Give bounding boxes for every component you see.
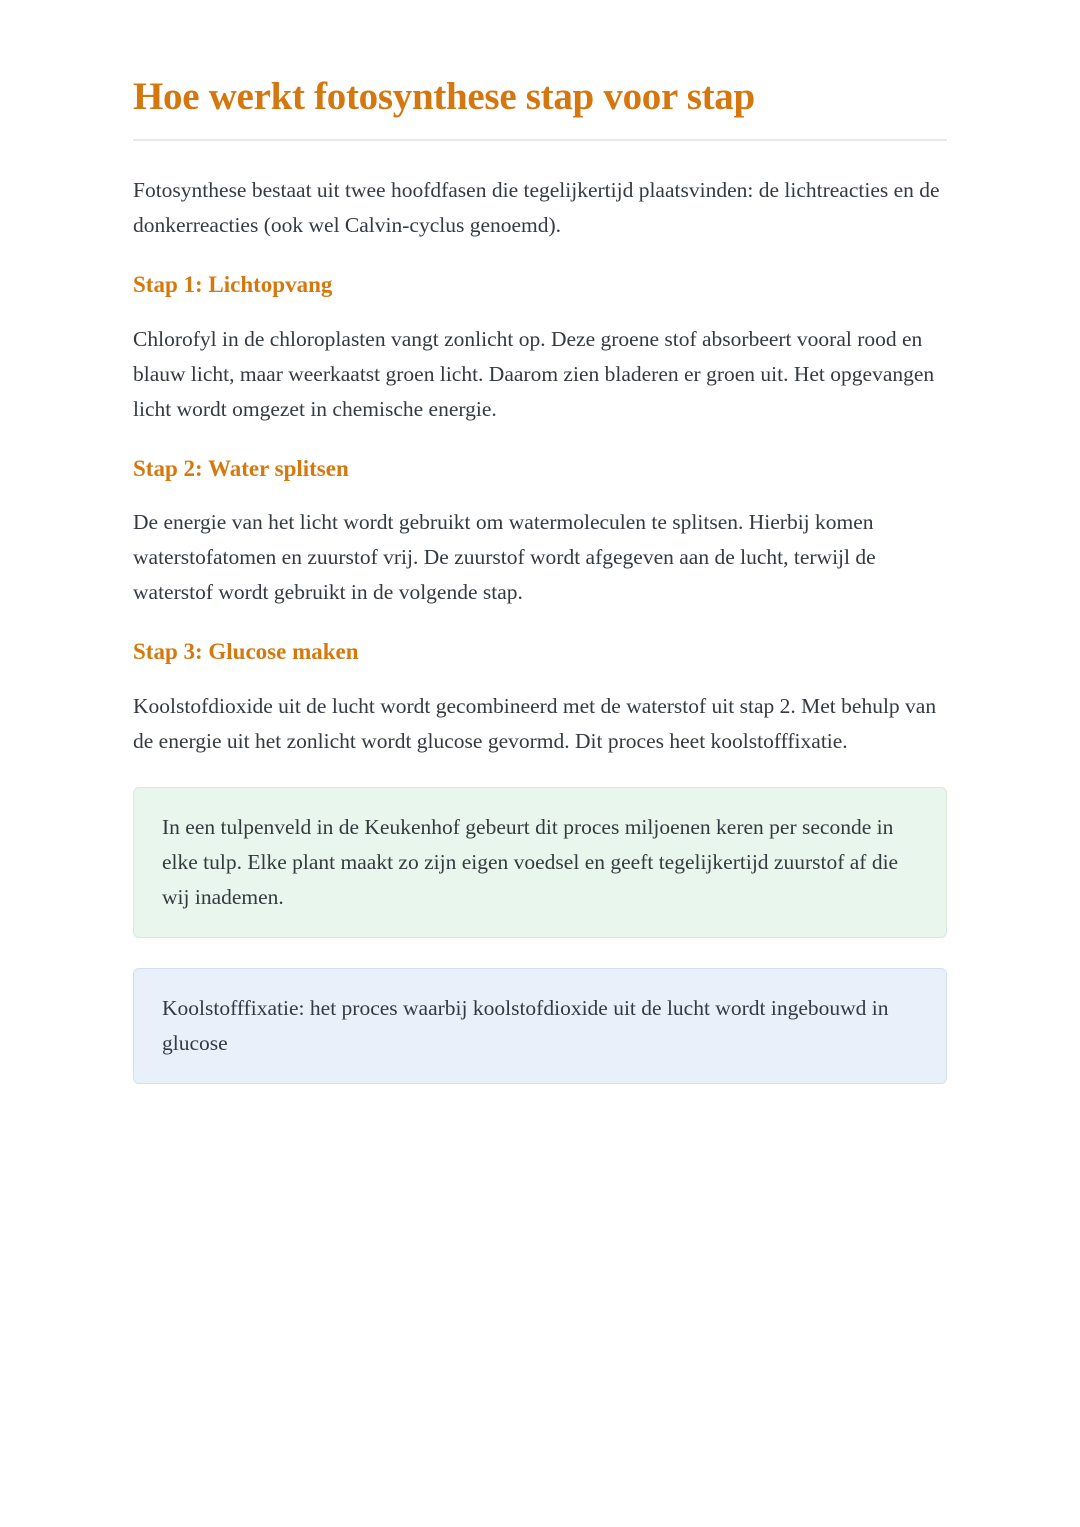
title-divider	[133, 139, 947, 141]
fact-callout-text: In een tulpenveld in de Keukenhof gebeurt dit proces miljoenen keren per seconde in elke tulp. Elke plant maakt zo zijn eigen voedsel en geeft tegelijkertijd zuurstof af die wij inademen.	[162, 815, 899, 910]
page-title: Hoe werkt fotosynthese stap voor stap	[133, 75, 755, 118]
fact-callout	[133, 787, 947, 938]
step-2-heading: Stap 2: Water splitsen	[133, 455, 349, 481]
step-1-paragraph: Chlorofyl in de chloroplasten vangt zonlicht op. Deze groene stof absorbeert vooral rood en blauw licht, maar weerkaatst groen licht. Daarom zien bladeren er groen uit. Het opgevangen licht wordt omgezet in chemische energie.	[133, 326, 935, 421]
article	[133, 0, 947, 1084]
definition-callout	[133, 968, 947, 1084]
step-2-paragraph: De energie van het licht wordt gebruikt om watermoleculen te splitsen. Hierbij komen waterstofatomen en zuurstof vrij. De zuurstof wordt afgegeven aan de lucht, terwijl de waterstof wordt gebruikt in de volgende stap.	[133, 510, 876, 605]
step-3-heading: Stap 3: Glucose maken	[133, 639, 359, 665]
definition-callout-text: Koolstofffixatie: het proces waarbij koolstofdioxide uit de lucht wordt ingebouwd in glucose	[162, 996, 889, 1056]
intro-paragraph: Fotosynthese bestaat uit twee hoofdfasen die tegelijkertijd plaatsvinden: de lichtreacties en de donkerreacties (ook wel Calvin-cyclus genoemd).	[133, 177, 940, 237]
step-3-paragraph: Koolstofdioxide uit de lucht wordt gecombineerd met de waterstof uit stap 2. Met behulp van de energie uit het zonlicht wordt glucose gevormd. Dit proces heet koolstofffixatie.	[133, 694, 937, 754]
step-1-heading: Stap 1: Lichtopvang	[133, 271, 333, 297]
